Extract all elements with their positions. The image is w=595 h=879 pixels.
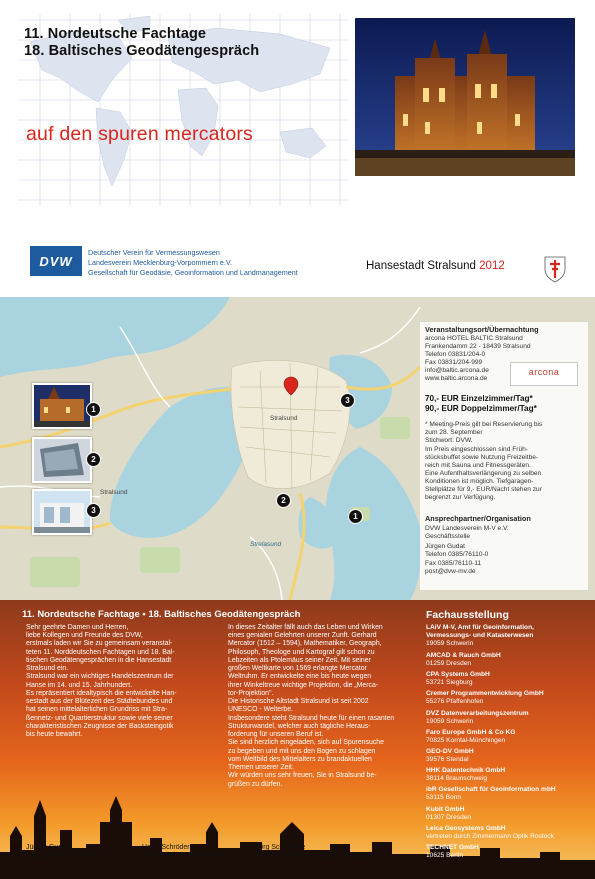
exhibitor-4-addr: 55276 Pfaffenhofen <box>426 698 484 705</box>
church-night-photo <box>355 18 575 176</box>
map-label-sound: Strelasund <box>250 541 282 548</box>
thumb-illustration-1 <box>34 385 90 427</box>
welcome-title: 11. Nordeutsche Fachtage • 18. Baltisches Geodätengespräch <box>22 609 301 620</box>
exhibitor-2 <box>426 652 501 668</box>
org-line-3: Gesellschaft für Geodäsie, Geoinformation und Landmanagement <box>88 268 298 277</box>
event-tagline: auf den spuren mercators <box>26 123 254 145</box>
arcona-logo <box>510 362 578 386</box>
exhibitor-8-name: HHK Datentechnik GmbH <box>426 767 506 774</box>
welcome-col1-line-5: tischen Geodätengesprächen in die Hansestadt <box>26 657 172 664</box>
welcome-col1-line-10: sestadt aus der Blütezeit des Städtebundes und <box>26 698 173 705</box>
venue-note-5: stücksbuffet sowie Nutzung Freizeitbe- <box>425 454 539 461</box>
thumb-illustration-2 <box>34 439 90 481</box>
welcome-col1-line-3: erstmals laden wir Sie zu gemeinsam veranstal- <box>26 640 173 647</box>
exhibitor-11-addr: vertreten durch Zimmermann Optik Rostock <box>426 833 554 840</box>
venue-note-4: Im Preis eingeschlossen sind Früh- <box>425 446 528 453</box>
fach-title: Fachausstellung <box>426 609 509 621</box>
exhibitor-3-name: CPA Systems GmbH <box>426 671 490 678</box>
signature-2-name: Heiko Schröder <box>142 844 190 851</box>
welcome-col2-line-19: Wir würden uns sehr freuen, Sie in Stralsund be- <box>228 772 377 779</box>
header-section <box>0 0 595 297</box>
venue-note-7: Eine Aufenthaltsverlängerung zu selben <box>425 470 542 477</box>
welcome-col2-line-15: Sie sind herzlich eingeladen, sich auf Spurensuche <box>228 739 384 746</box>
exhibitor-5-name: DVZ Datenverarbeitungszentrum <box>426 710 529 717</box>
exhibitor-6-name: Faro Europe GmbH & Co KG <box>426 729 516 736</box>
contact-phone: Telefon 0385/76110-0 <box>425 551 489 558</box>
welcome-col2-line-5: Lebzeiten als Ptolemäus seiner Zeit. Mit seiner <box>228 657 371 664</box>
exhibitor-2-addr: 01259 Dresden <box>426 660 472 667</box>
exhibitor-11 <box>426 825 554 841</box>
org-line-1: Deutscher Verein für Vermessungswesen <box>88 248 220 257</box>
venue-phone: Telefon 03831/204-0 <box>425 351 486 358</box>
venue-fax: Fax 03831/204-999 <box>425 359 483 366</box>
church-photo-illustration <box>355 18 575 176</box>
welcome-col1-line-12: ßennetz- und Quartierstruktur sowie viele seiner <box>26 715 173 722</box>
exhibitor-2-name: AMCAD & Rauch GmbH <box>426 652 501 659</box>
map-label-oldtown: Stralsund <box>270 415 298 422</box>
exhibitor-12-name: TECHNET GmbH <box>426 844 479 851</box>
price-single: 70,- EUR Einzelzimmer/Tag* <box>425 394 533 403</box>
exhibitor-4-name: Cremer Programmentwicklung GmbH <box>426 690 544 697</box>
exhibitor-1-name: LAiV M-V, Amt für Geoinformation, <box>426 624 534 631</box>
venue-web[interactable]: www.baltic.arcona.de <box>425 375 488 382</box>
welcome-col2-line-14: forderung für unseren Beruf ist. <box>228 731 324 738</box>
exhibitor-8-addr: 38114 Braunschweig <box>426 775 488 782</box>
exhibitor-7 <box>426 748 474 764</box>
welcome-col2-line-13: Strukturwandel, welcher auch tägliche Heraus- <box>228 723 371 730</box>
welcome-col2-line-12: Insbesondere steht Stralsund heute für einen rasanten <box>228 715 395 722</box>
venue-note-8: Konditionen ist möglich. Tiefgaragen- <box>425 478 534 485</box>
exhibitor-5-addr: 19059 Schwerin <box>426 718 474 725</box>
signature-3 <box>256 844 372 861</box>
exhibitor-10-name: Kubit GmbH <box>426 806 465 813</box>
map-marker-1[interactable]: 1 <box>348 509 363 524</box>
city-name: Hansestadt Stralsund <box>366 260 476 272</box>
thumb-marker-2[interactable]: 2 <box>86 452 101 467</box>
thumb-photo-2 <box>32 437 92 483</box>
signature-2-role: Vorsitzender DVW BG VP <box>142 852 222 860</box>
signature-1-name: Jürgen Gudat <box>26 844 68 851</box>
exhibitor-1-name2: Vermessungs- und Katasterwesen <box>426 632 534 639</box>
thumb-marker-1[interactable]: 1 <box>86 402 101 417</box>
signature-3-role: Kurator Baltisches Geodätengespräch <box>256 852 373 860</box>
city-label <box>366 260 505 272</box>
map-marker-2[interactable]: 2 <box>276 493 291 508</box>
signature-3-name: Jörg Schefffelke <box>256 844 306 851</box>
map-marker-3[interactable]: 3 <box>340 393 355 408</box>
venue-note-1: * Meeting-Preis gilt bei Reservierung bis <box>425 421 543 428</box>
venue-note-3: Stichwort: DVW. <box>425 437 473 444</box>
welcome-col2-line-8: ihrer Winkeltreue wichtige Projektion, die „Merca- <box>228 682 379 689</box>
venue-note-9: Stellplätze für 9,- EUR/Nacht stehen zur <box>425 486 542 493</box>
welcome-col2-line-20: grüßen zu dürfen. <box>228 781 283 788</box>
exhibitor-9-addr: 53115 Bonn <box>426 794 462 801</box>
venue-heading: Veranstaltungsort/Übernachtung <box>425 325 539 334</box>
welcome-col1-line-8: Hanse im 14. und 15. Jahrhundert. <box>26 682 133 689</box>
welcome-col2-line-9: tor-Projektion". <box>228 690 274 697</box>
thumb-photo-3 <box>32 489 92 535</box>
exhibitor-4 <box>426 690 544 706</box>
venue-note-10: begrenzt zur Verfügung. <box>425 494 496 501</box>
signature-1 <box>26 844 107 861</box>
exhibitor-12 <box>426 844 479 860</box>
welcome-col2-line-4: Philosoph, Theologe und Kartograf gilt schon zu <box>228 649 375 656</box>
welcome-col1-line-1: Sehr geehrte Damen und Herren, <box>26 624 129 631</box>
venue-note-6: reich mit Sauna und Fitnessgeräten. <box>425 462 531 469</box>
exhibitor-5 <box>426 710 529 726</box>
city-year: 2012 <box>479 260 505 272</box>
venue-email[interactable]: info@baltic.arcona.de <box>425 367 489 374</box>
exhibitor-6-addr: 70825 Korntal-Münchingen <box>426 737 506 744</box>
welcome-col2-line-11: UNESCO - Welterbe. <box>228 706 293 713</box>
exhibitor-3 <box>426 671 490 687</box>
welcome-col2-line-2: eines genialen Gelehrten unserer Zunft. Gerhard <box>228 632 377 639</box>
welcome-col2-line-6: großen Weltkarte von 1569 erlangte Mercator <box>228 665 367 672</box>
contact-heading: Ansprechpartner/Organisation <box>425 514 531 523</box>
exhibitor-3-addr: 53721 Siegburg <box>426 679 473 686</box>
welcome-col1-line-14: bis heute bewahrt. <box>26 731 83 738</box>
welcome-col2-line-17: vom Weltbild des Mittelalters zu brandaktuellen <box>228 756 372 763</box>
welcome-col2-line-10: Die Historische Altstadt Stralsund ist seit 2002 <box>228 698 369 705</box>
welcome-col2-line-16: zu begeben und mit uns den Bogen zu schlagen <box>228 748 376 755</box>
map-label-city: Stralsund <box>100 489 128 496</box>
welcome-col2-line-7: Weltruhm. Er entwickelte eine bis heute wegen <box>228 673 372 680</box>
exhibitor-7-addr: 39576 Stendal <box>426 756 469 763</box>
exhibitor-1 <box>426 624 534 648</box>
signature-1-role: Vorsitzender DVW LV M-V <box>26 852 107 860</box>
welcome-col1-line-9: Es repräsentiert idealtypisch die entwickelte Han- <box>26 690 177 697</box>
exhibitor-12-addr: 10625 Berlin <box>426 852 464 859</box>
exhibitor-11-name: Leica Geosystems GmbH <box>426 825 506 832</box>
exhibitor-1-addr: 19059 Schwerin <box>426 640 474 647</box>
exhibitor-8 <box>426 767 505 783</box>
contact-email[interactable]: post@dvw-mv.de <box>425 568 476 575</box>
exhibitor-9-name: ibR Gesellschaft für Geoinformation mbH <box>426 786 556 793</box>
exhibitor-10-addr: 01307 Dresden <box>426 814 472 821</box>
exhibitor-7-name: GEO-DV GmbH <box>426 748 474 755</box>
event-title-line1: 11. Nordeutsche Fachtage <box>24 26 207 42</box>
contact-line-3: Jürgen Gudat <box>425 543 465 550</box>
welcome-col1-line-13: charakteristischen Zeugnisse der Backsteingotik <box>26 723 174 730</box>
contact-line-1: DVW Landesverein M-V e.V. <box>425 525 509 532</box>
city-crest-icon <box>543 255 567 283</box>
welcome-col2-line-1: In dieses Zeitalter fällt auch das Leben und Wirken <box>228 624 383 631</box>
welcome-col2-line-18: Themen unserer Zeit. <box>228 764 294 771</box>
venue-line-1: arcona HOTEL BALTIC Stralsund <box>425 335 523 342</box>
welcome-col1-line-4: teten 11. Norddeutschen Fachtagen und 18. Bal- <box>26 649 175 656</box>
dvw-logo: DVW <box>30 246 82 276</box>
venue-note-2: zum 28. September <box>425 429 483 436</box>
venue-line-2: Frankendamm 22 · 18439 Stralsund <box>425 343 531 350</box>
arcona-logo-text: arcona <box>528 367 560 377</box>
welcome-col1-line-11: hat seinen mittelalterlichen Grundriss mit Stra- <box>26 706 168 713</box>
event-title-line2: 18. Baltisches Geodätengespräch <box>24 43 260 59</box>
exhibitor-10 <box>426 806 471 822</box>
signature-2 <box>142 844 221 861</box>
contact-fax: Fax 0385/76110-11 <box>425 560 482 567</box>
contact-line-2: Geschäftsstelle <box>425 533 471 540</box>
welcome-col1-line-2: liebe Kollegen und Freunde des DVW, <box>26 632 143 639</box>
thumb-illustration-3 <box>34 491 90 533</box>
welcome-col1-line-6: Stralsund ein. <box>26 665 69 672</box>
org-line-2: Landesverein Mecklenburg-Vorpommern e.V. <box>88 258 232 267</box>
welcome-col1-line-7: Stralsund war ein wichtiges Handelszentrum der <box>26 673 174 680</box>
exhibitor-9 <box>426 786 556 802</box>
thumb-marker-3[interactable]: 3 <box>86 503 101 518</box>
exhibitor-6 <box>426 729 515 745</box>
welcome-col2-line-3: Mercator (1512 – 1594), Mathematiker, Geograph, <box>228 640 382 647</box>
price-double: 90,- EUR Doppelzimmer/Tag* <box>425 404 537 413</box>
thumb-photo-1 <box>32 383 92 429</box>
